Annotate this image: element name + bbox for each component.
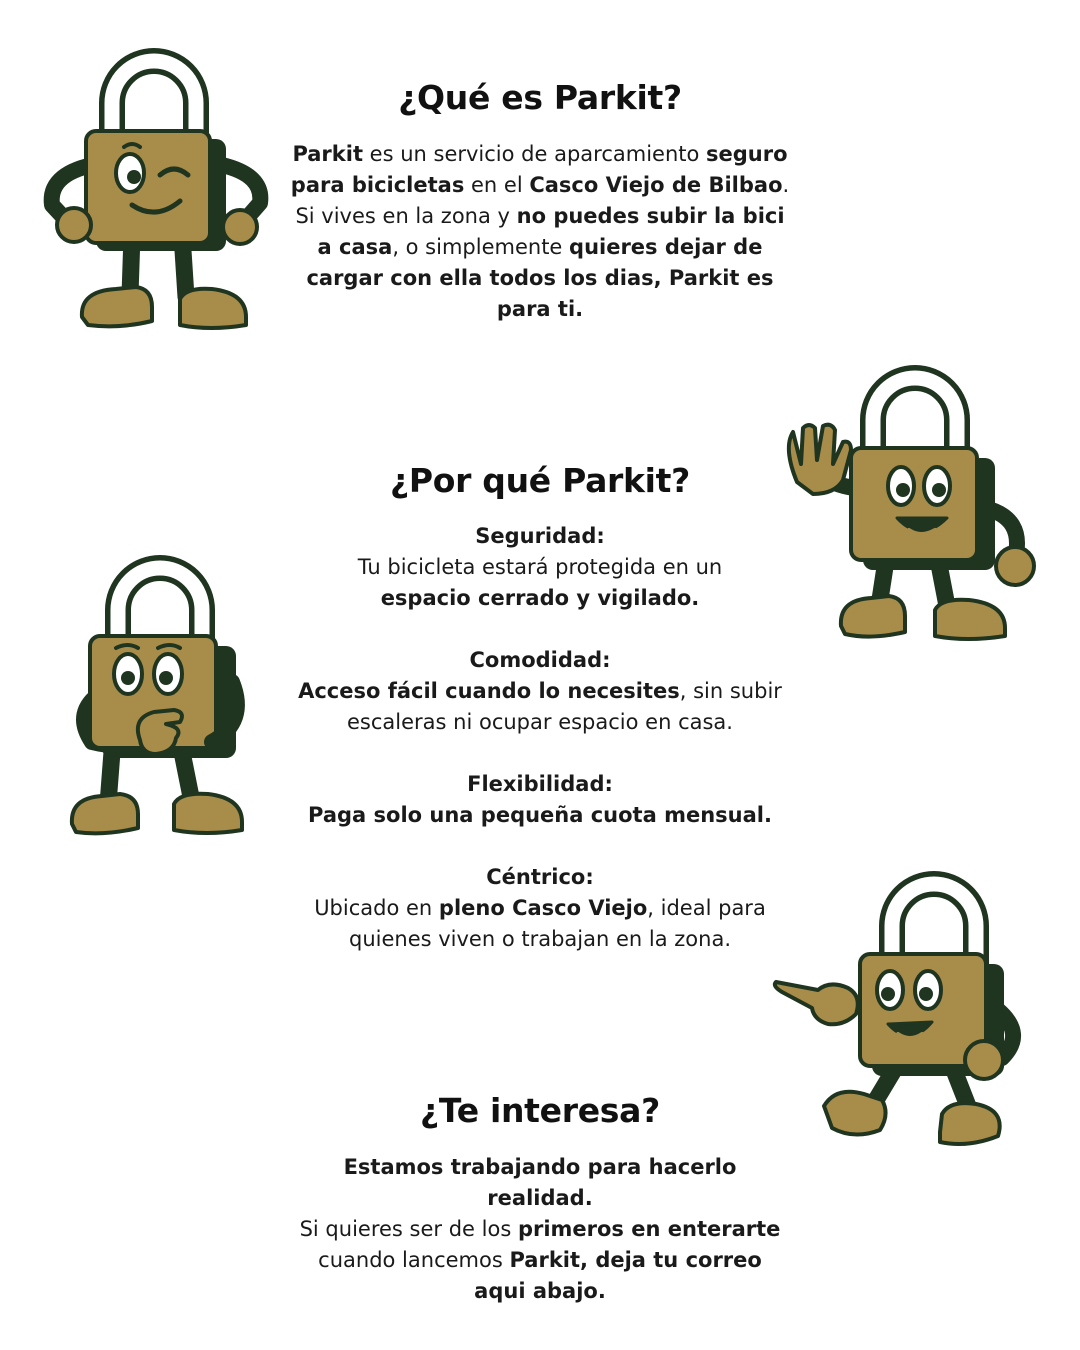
what-is-parkit-description: Parkit es un servicio de aparcamiento seguro para bicicletas en el Casco Viejo de Bilbao. Si vives en la zona y no puedes subir la bici a casa, o simplemente quieres dejar de cargar con ella todos los dias, Parkit es para ti. [290, 142, 790, 321]
padlock-mascot-pointing-icon [772, 874, 1042, 1154]
why-parkit-title: ¿Por qué Parkit? [390, 461, 690, 500]
benefit-heading: Céntrico: [486, 865, 594, 889]
benefit-heading: Flexibilidad: [467, 772, 613, 796]
benefit-flexibility: Flexibilidad: Paga solo una pequeña cuota mensual. [290, 769, 790, 831]
benefit-comfort: Comodidad: Acceso fácil cuando lo necesites, sin subir escaleras ni ocupar espacio en casa. [290, 645, 790, 738]
benefit-heading: Seguridad: [475, 524, 605, 548]
padlock-mascot-waving-icon [775, 368, 1045, 648]
interest-description: Estamos trabajando para hacerlo realidad. Si quieres ser de los primeros en enterarte cuando lancemos Parkit, deja tu correo aqui abajo. [299, 1155, 781, 1303]
padlock-mascot-winking-icon [40, 55, 270, 340]
benefit-heading: Comodidad: [469, 648, 611, 672]
interest-title: ¿Te interesa? [420, 1091, 660, 1130]
benefit-central: Céntrico: Ubicado en pleno Casco Viejo, ideal para quienes viven o trabajan en la zona. [290, 862, 790, 955]
padlock-mascot-thinking-icon [62, 562, 252, 842]
what-is-parkit-title: ¿Qué es Parkit? [398, 78, 682, 117]
benefit-security: Seguridad: Tu bicicleta estará protegida en un espacio cerrado y vigilado. [290, 521, 790, 614]
